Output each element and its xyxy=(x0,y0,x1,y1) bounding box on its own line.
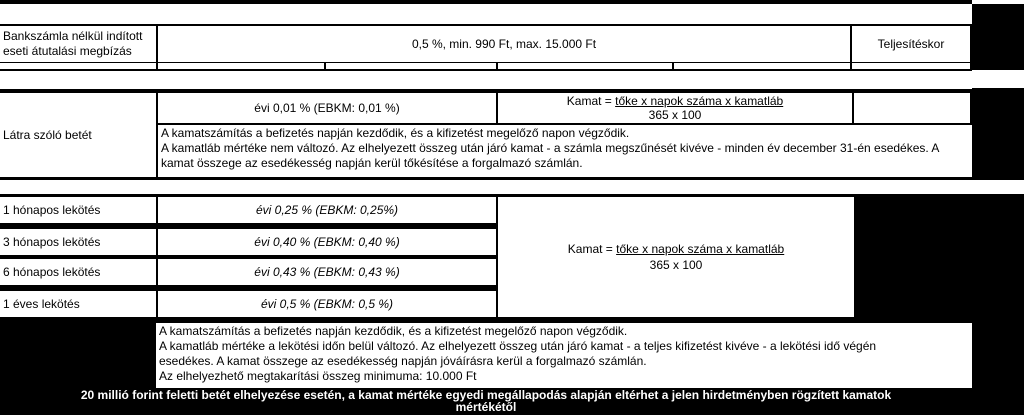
sight-deposit-formula: Kamat = tőke x napok száma x kamatláb 365 x 100 xyxy=(498,93,852,123)
term-label-1m: 1 hónapos lekötés xyxy=(0,197,156,223)
term-rate-6m: évi 0,43 % (EBKM: 0,43 %) xyxy=(158,259,496,285)
term-label-6m: 6 hónapos lekötés xyxy=(0,259,156,285)
term-deposit-note: A kamatszámítás a befizetés napján kezdődik, és a kifizetést megelőző napon végződik. A kamatláb mértéke a lekötési időn belül változó. Az elhelyezett összeg után járó kamat - a teljes kifizetést kivéve - a lekötési idő végén esedékes. A kamat összege az esedékesség napján jóváírásra kerül a forgalmazó számlán. Az elhelyezhető megtakarítási összeg minimuma: 10.000 Ft xyxy=(156,323,972,388)
spacer-band xyxy=(0,180,972,194)
fee-row-gap xyxy=(498,63,672,69)
right-strip xyxy=(972,70,1024,88)
fee-due: Teljesítéskor xyxy=(852,26,970,62)
fee-row-gap xyxy=(0,63,156,69)
top-band xyxy=(0,4,972,24)
term-rate-1y: évi 0,5 % (EBKM: 0,5 %) xyxy=(158,291,496,317)
fee-value: 0,5 %, min. 990 Ft, max. 15.000 Ft xyxy=(158,26,850,62)
fee-row-gap xyxy=(852,63,970,69)
right-strip xyxy=(972,180,1024,194)
spacer-band xyxy=(0,71,972,89)
term-label-3m: 3 hónapos lekötés xyxy=(0,229,156,255)
fee-row-gap xyxy=(158,63,324,69)
right-strip xyxy=(972,0,1024,4)
term-label-1y: 1 éves lekötés xyxy=(0,291,156,317)
term-rate-1m: évi 0,25 % (EBKM: 0,25%) xyxy=(158,197,496,223)
sight-deposit-label: Látra szóló betét xyxy=(0,93,156,177)
sight-deposit-rate: évi 0,01 % (EBKM: 0,01 %) xyxy=(158,93,496,123)
term-deposit-formula: Kamat = tőke x napok száma x kamatláb 365 x 100 xyxy=(498,197,854,317)
fee-row-gap xyxy=(326,63,496,69)
footer-note: 20 millió forint feletti betét elhelyezése esetén, a kamat mértéke egyedi megállapodás alapján eltérhet a jelen hirdetményben rögzített kamatok mértékétől xyxy=(80,389,892,414)
sight-deposit-blank xyxy=(854,93,970,123)
term-rate-3m: évi 0,40 % (EBKM: 0,40 %) xyxy=(158,229,496,255)
sight-deposit-note: A kamatszámítás a befizetés napján kezdődik, és a kifizetést megelőző napon végződik. A kamatláb mértéke nem változó. Az elhelyezett összeg után járó kamat - a számla megszűnését kivéve - minden év december 31-én esedékes. A kamat összege az esedékesség napján kerül tőkésítése a forgalmazó számlán. xyxy=(158,125,972,177)
fee-row-gap xyxy=(674,63,850,69)
fee-row-label: Bankszámla nélkül indított eseti átutalási megbízás xyxy=(0,26,156,62)
